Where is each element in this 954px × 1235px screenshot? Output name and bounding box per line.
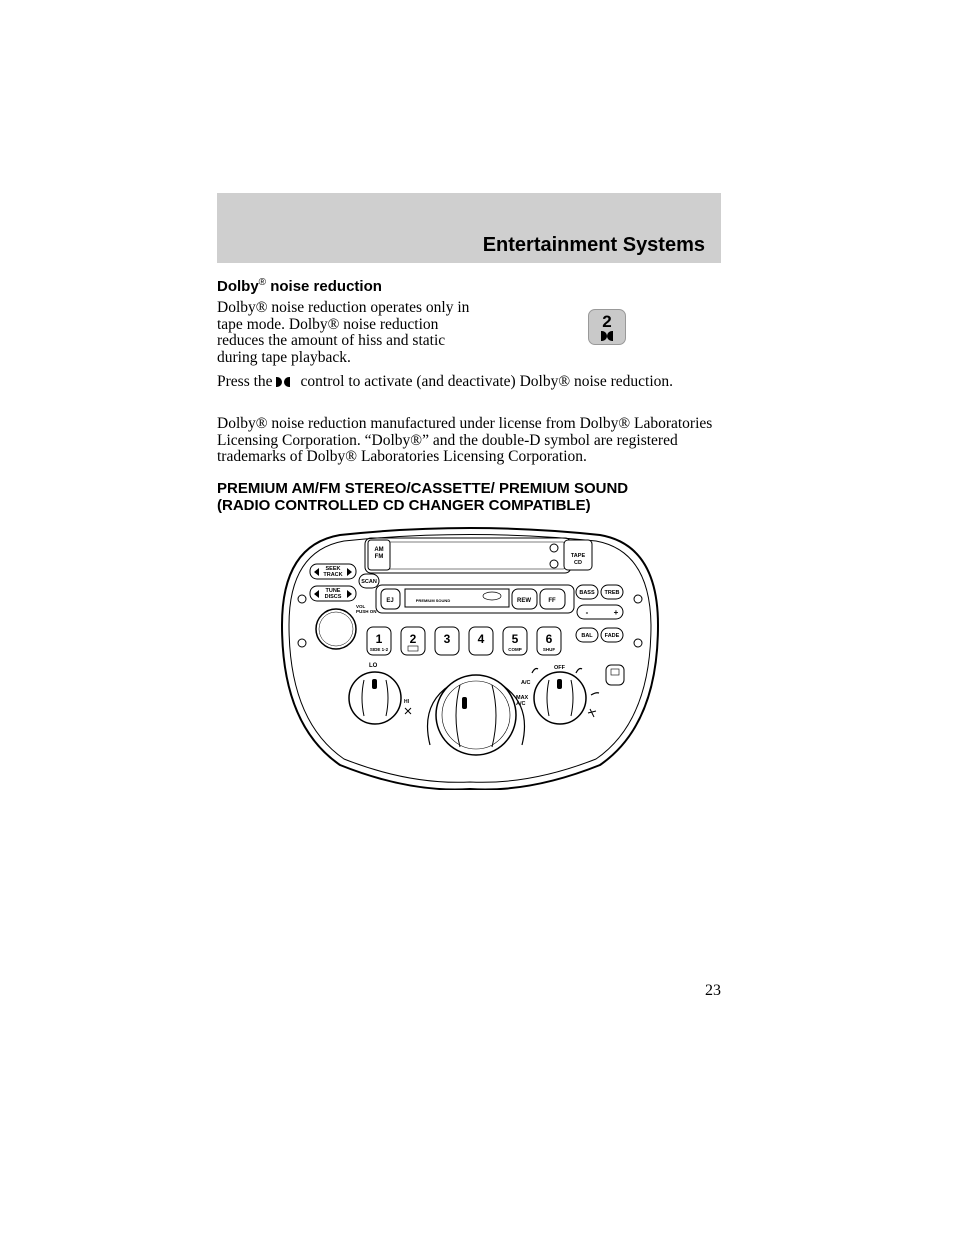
premium-heading bbox=[217, 481, 628, 514]
fan-lo-label: LO bbox=[369, 663, 378, 669]
radio-illustration bbox=[280, 525, 660, 790]
text-run: Press the bbox=[217, 373, 273, 390]
text-run: ” and the double-D symbol are registered trademarks of Dolby bbox=[217, 431, 678, 465]
dolby-heading bbox=[217, 277, 382, 295]
dolby-double-d-icon bbox=[276, 377, 290, 387]
dolby-double-d-icon bbox=[589, 331, 625, 340]
reg-mark: ® bbox=[327, 315, 340, 333]
preset-6-sub: SHUF bbox=[542, 647, 556, 652]
preset-3-number: 3 bbox=[443, 632, 451, 646]
fan-icon bbox=[405, 708, 411, 714]
preset-4-number: 4 bbox=[477, 632, 485, 646]
tune-label: TUNE bbox=[325, 588, 341, 594]
preset-buttons bbox=[367, 627, 561, 655]
plus-label: + bbox=[613, 608, 619, 617]
text-run: noise reduction manufactured under license from Dolby bbox=[267, 415, 619, 432]
cd-label: CD bbox=[574, 560, 582, 566]
page-title: Entertainment Systems bbox=[482, 234, 705, 256]
ac-label: A/C bbox=[521, 680, 531, 686]
volume-knob[interactable] bbox=[316, 609, 356, 649]
preset-6-number: 6 bbox=[545, 632, 553, 646]
bal-label: BAL bbox=[581, 633, 593, 639]
reg-mark: ® bbox=[258, 277, 267, 288]
max-ac-label: A/C bbox=[516, 701, 526, 707]
dolby-paragraph-3 bbox=[217, 416, 727, 466]
premium-heading-line-1: PREMIUM AM/FM STEREO/CASSETTE/ PREMIUM SOUND bbox=[217, 480, 629, 497]
preset-1-number: 1 bbox=[375, 632, 383, 646]
am-label: AM bbox=[374, 547, 384, 553]
text-run: control to activate (and deactivate) Dolby bbox=[300, 373, 559, 390]
reg-mark: ® bbox=[345, 448, 358, 465]
dolby-heading-prefix: Dolby bbox=[217, 278, 259, 295]
text-run: Dolby bbox=[217, 415, 256, 432]
reg-mark: ® bbox=[618, 415, 631, 432]
minus-label: - bbox=[585, 608, 589, 617]
tape-label: TAPE bbox=[570, 553, 586, 559]
fm-label: FM bbox=[374, 554, 384, 560]
dolby-heading-suffix: noise reduction bbox=[266, 278, 382, 295]
ff-label: FF bbox=[548, 598, 556, 604]
preset-2-number: 2 bbox=[409, 632, 417, 646]
radio-faceplate-diagram bbox=[280, 525, 660, 790]
scan-label: SCAN bbox=[361, 579, 377, 585]
preset-5-sub: COMP bbox=[508, 647, 522, 652]
page-number: 23 bbox=[705, 982, 721, 999]
discs-label: DISCS bbox=[324, 594, 342, 600]
defrost-icon bbox=[588, 709, 596, 717]
reg-mark: ® bbox=[255, 415, 268, 432]
treb-label: TREB bbox=[604, 590, 620, 596]
preset-1-sub: SIDE 1-2 bbox=[369, 647, 389, 652]
off-label: OFF bbox=[554, 665, 565, 671]
preset-2-dolby-badge bbox=[588, 309, 626, 345]
text-run: Laboratories Licensing Corporation. “Dolby bbox=[217, 415, 713, 449]
fan-hi-label: HI bbox=[404, 699, 409, 705]
text-run: Laboratories Licensing Corporation. bbox=[357, 448, 587, 465]
badge-number: 2 bbox=[602, 312, 612, 331]
text-run: Dolby bbox=[217, 299, 256, 316]
rew-label: REW bbox=[517, 598, 531, 604]
eject-label: EJ bbox=[386, 598, 394, 604]
dolby-paragraph-2 bbox=[217, 374, 722, 391]
text-run: noise reduction operates only in tape mode. Dolby bbox=[217, 299, 470, 333]
reg-mark: ® bbox=[410, 431, 423, 449]
vol-label: VOL bbox=[356, 604, 366, 609]
premium-heading-line-2: (RADIO CONTROLLED CD CHANGER COMPATIBLE) bbox=[217, 496, 591, 514]
text-run: noise reduction reduces the amount of hiss and static during tape playback. bbox=[217, 315, 446, 366]
max-label: MAX bbox=[516, 695, 529, 701]
seek-label: SEEK bbox=[325, 566, 341, 572]
reg-mark: ® bbox=[558, 373, 571, 390]
ford-logo-icon bbox=[483, 592, 501, 600]
push-on-label: PUSH ON bbox=[356, 609, 377, 614]
premium-sound-label: PREMIUM SOUND bbox=[415, 598, 451, 603]
temperature-knob[interactable] bbox=[436, 675, 516, 755]
reg-mark: ® bbox=[255, 299, 268, 316]
preset-5-number: 5 bbox=[511, 632, 519, 646]
dolby-paragraph-1 bbox=[217, 300, 477, 366]
fade-label: FADE bbox=[604, 633, 620, 639]
bass-label: BASS bbox=[579, 590, 595, 596]
header-bar bbox=[217, 193, 721, 263]
track-label: TRACK bbox=[323, 572, 343, 578]
text-run: noise reduction. bbox=[570, 373, 674, 390]
